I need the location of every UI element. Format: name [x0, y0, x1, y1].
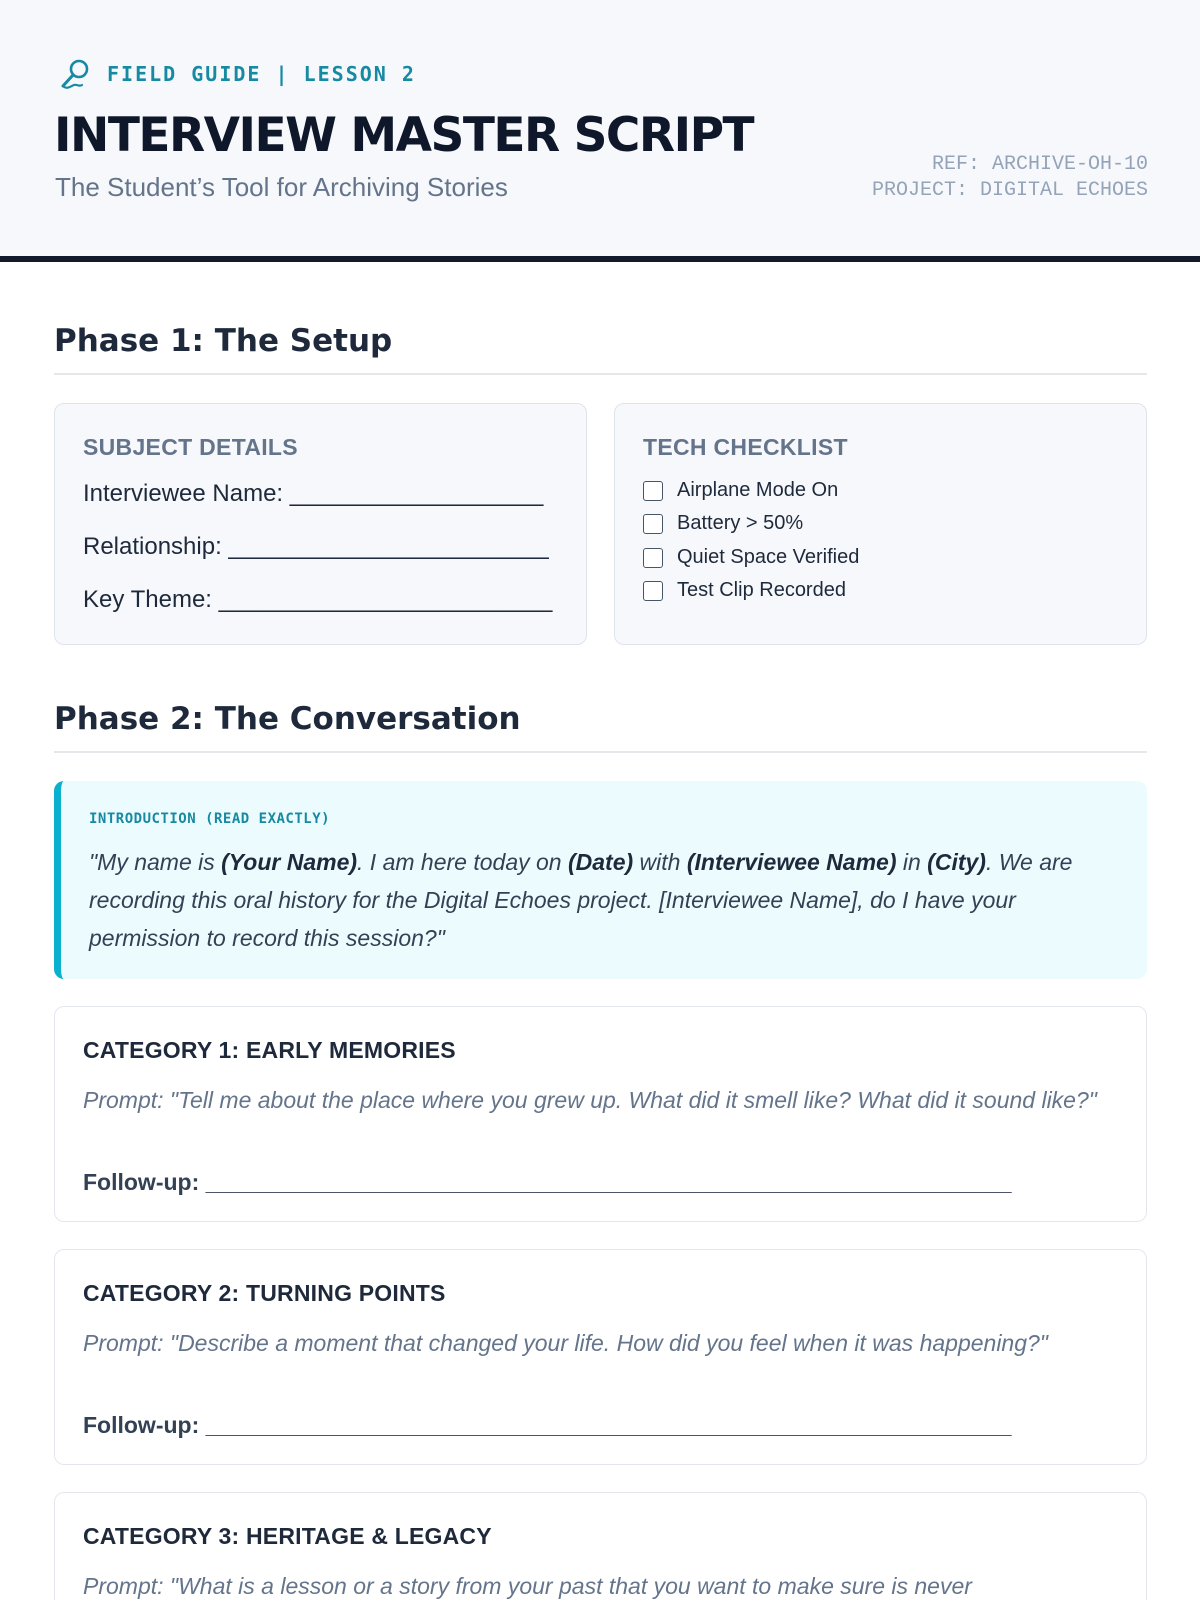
- microphone-icon: [57, 56, 93, 92]
- subject-details-card: [54, 403, 587, 645]
- follow-up-field[interactable]: Follow-up: _______________________________________________________________: [83, 1412, 1012, 1438]
- category-title: CATEGORY 1: EARLY MEMORIES: [83, 1037, 456, 1063]
- intro-text-part: "My name is: [89, 849, 222, 875]
- intro-text-part: . We are recording this oral history for the Digital Echoes project. [Interviewee Name], do I have your permission to record this session?": [89, 849, 1073, 951]
- category-prompt: Prompt: "Describe a moment that changed your life. How did you feel when it was happening?": [83, 1330, 1048, 1356]
- checklist-label: Test Clip Recorded: [677, 579, 846, 601]
- project-name: PROJECT: DIGITAL ECHOES: [871, 179, 1148, 202]
- page-header: [0, 0, 1200, 262]
- tech-checklist-card: [614, 403, 1147, 645]
- phase1-title: Phase 1: The Setup: [54, 323, 393, 359]
- ref-code: REF: ARCHIVE-OH-10: [931, 153, 1148, 176]
- checklist-label: Quiet Space Verified: [677, 546, 860, 568]
- checkbox[interactable]: [643, 514, 663, 534]
- checkbox[interactable]: [643, 581, 663, 601]
- interviewee-name-field[interactable]: Interviewee Name: ___________________: [83, 480, 544, 507]
- checklist-label: Airplane Mode On: [677, 479, 839, 501]
- intro-text-part: in: [896, 849, 928, 875]
- relationship-field[interactable]: Relationship: ________________________: [83, 533, 549, 560]
- checkbox[interactable]: [643, 481, 663, 501]
- intro-text-part: with: [633, 849, 687, 875]
- phase1-divider: [54, 373, 1147, 375]
- category-card-heritage-legacy: [54, 1492, 1147, 1600]
- category-card-turning-points: [54, 1249, 1147, 1465]
- category-prompt: Prompt: "Tell me about the place where you grew up. What did it smell like? What did it sound like?": [83, 1087, 1097, 1113]
- subject-details-heading: SUBJECT DETAILS: [83, 434, 298, 460]
- phase2-divider: [54, 751, 1147, 753]
- placeholder-interviewee-name: (Interviewee Name): [686, 849, 897, 875]
- introduction-script: [89, 843, 1124, 957]
- follow-up-field[interactable]: Follow-up: _______________________________________________________________: [83, 1169, 1012, 1195]
- checklist-item-airplane-mode[interactable]: [643, 479, 838, 502]
- checklist-item-quiet-space[interactable]: [643, 546, 859, 569]
- tech-checklist-heading: TECH CHECKLIST: [643, 434, 848, 460]
- category-title: CATEGORY 2: TURNING POINTS: [83, 1280, 446, 1306]
- category-card-early-memories: [54, 1006, 1147, 1222]
- introduction-label: INTRODUCTION (READ EXACTLY): [89, 811, 331, 827]
- category-title: CATEGORY 3: HERITAGE & LEGACY: [83, 1523, 492, 1549]
- placeholder-city: (City): [927, 849, 986, 875]
- checklist-label: Battery > 50%: [677, 512, 804, 534]
- introduction-callout: [54, 781, 1147, 979]
- key-theme-field[interactable]: Key Theme: _________________________: [83, 586, 553, 613]
- placeholder-date: (Date): [567, 849, 634, 875]
- phase2-title: Phase 2: The Conversation: [54, 701, 521, 737]
- checklist-item-battery[interactable]: [643, 512, 803, 535]
- reference-block: [872, 152, 1148, 204]
- kicker: [57, 56, 416, 92]
- category-prompt: Prompt: "What is a lesson or a story from your past that you want to make sure is never: [83, 1573, 972, 1599]
- lesson-kicker: FIELD GUIDE | LESSON 2: [107, 62, 416, 86]
- checklist-item-test-clip[interactable]: [643, 579, 846, 602]
- placeholder-your-name: (Your Name): [221, 849, 358, 875]
- page-title: INTERVIEW MASTER SCRIPT: [54, 108, 754, 163]
- checkbox[interactable]: [643, 548, 663, 568]
- page-subtitle: The Student’s Tool for Archiving Stories: [55, 172, 508, 202]
- intro-text-part: . I am here today on: [357, 849, 568, 875]
